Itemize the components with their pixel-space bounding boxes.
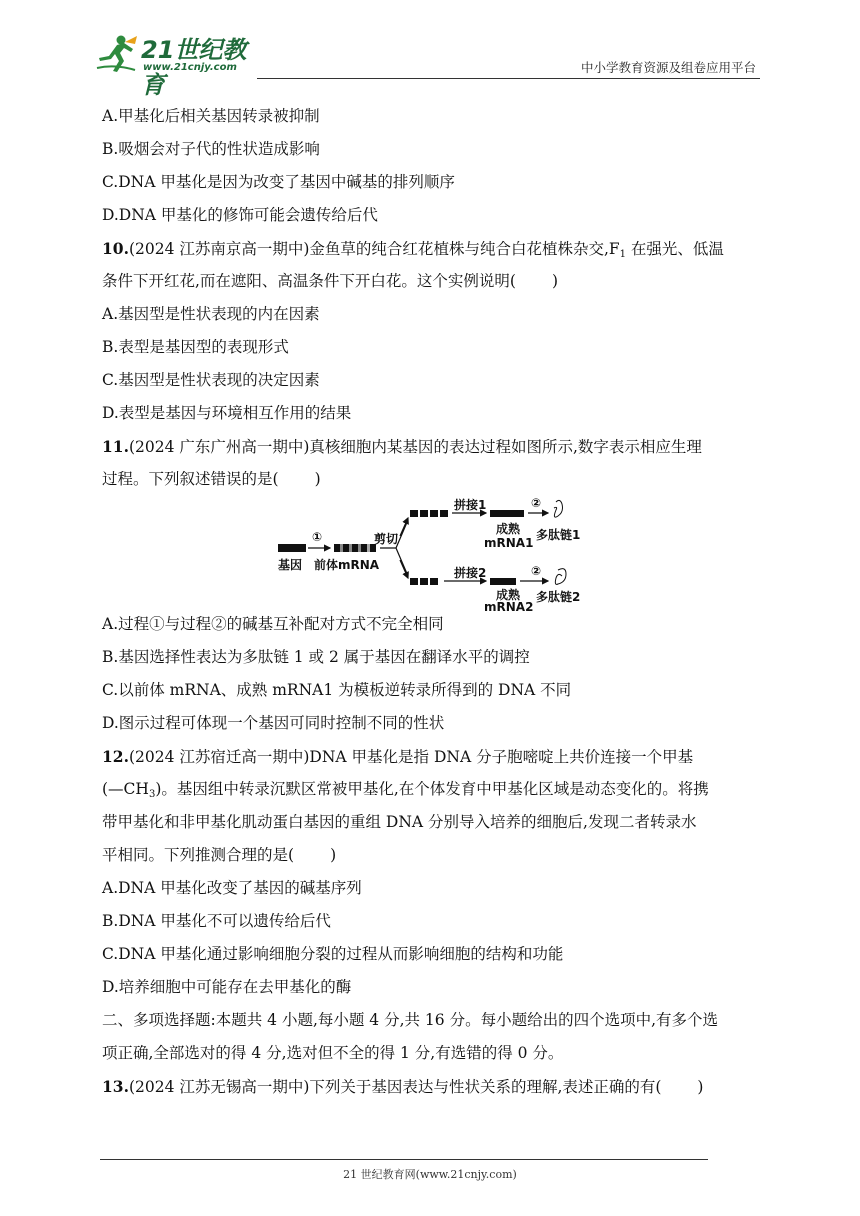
q10-option-a: A.基因型是性状表现的内在因素 [102, 305, 320, 323]
page-header [95, 28, 760, 99]
q13-answer-paren: ) [697, 1078, 704, 1096]
q12-stem-text-1: (2024 江苏宿迁高一期中)DNA 甲基化是指 DNA 分子胞嘧啶上共价连接一个甲基 [128, 748, 694, 766]
q11-number: 11. [102, 437, 129, 456]
q12-stem-line3: 带甲基化和非甲基化肌动蛋白基因的重组 DNA 分别导入培养的细胞后,发现二者转录水 [102, 813, 697, 831]
q13-stem [102, 1070, 762, 1103]
q13-stem-text: (2024 江苏无锡高一期中)下列关于基因表达与性状关系的理解,表述正确的有( [128, 1078, 662, 1096]
q10-stem-text-2: 条件下开红花,而在遮阳、高温条件下开白花。这个实例说明( [102, 272, 516, 290]
arrow-branch-up [400, 518, 408, 536]
label-step2-top: ② [531, 496, 542, 510]
q12-stem-text-2a: (—CH [102, 780, 149, 798]
label-mature1: 成熟 [496, 522, 521, 536]
exam-content [102, 100, 762, 1103]
q10-option-d: D.表型是基因与环境相互作用的结果 [102, 404, 352, 422]
label-step2-bottom: ② [531, 564, 542, 578]
q11-answer-paren: ) [314, 470, 321, 488]
q12-stem-line1 [102, 740, 762, 773]
label-splice2: 拼接2 [454, 566, 487, 580]
q11-stem-text-2: 过程。下列叙述错误的是( [102, 470, 279, 488]
q12-stem-line4 [102, 839, 762, 872]
q12-stem-text-4: 平相同。下列推测合理的是( [102, 846, 295, 864]
q10-stem-line1 [102, 232, 762, 265]
label-mature2: 成熟 [496, 588, 521, 602]
q12-answer-paren: ) [330, 846, 337, 864]
q10-option-b: B.表型是基因型的表现形式 [102, 338, 289, 356]
q10-stem-text-a: (2024 江苏南京高一期中)金鱼草的纯合红花植株与纯合白花植株杂交,F [128, 240, 620, 258]
q9-option-b: B.吸烟会对子代的性状造成影响 [102, 140, 320, 158]
mature-mrna1-bar [490, 510, 524, 517]
q12-option-b: B.DNA 甲基化不可以遗传给后代 [102, 912, 331, 930]
q11-stem-text-1: (2024 广东广州高一期中)真核细胞内某基因的表达过程如图所示,数字表示相应生理 [128, 438, 702, 456]
polypeptide2-shape [555, 569, 566, 585]
label-gene: 基因 [278, 558, 303, 572]
gene-bar [278, 544, 306, 552]
q9-option-a: A.甲基化后相关基因转录被抑制 [102, 107, 320, 125]
logo-title: 21世纪教育 [141, 36, 247, 99]
polypeptide1-shape [554, 500, 563, 517]
q11-option-b: B.基因选择性表达为多肽链 1 或 2 属于基因在翻译水平的调控 [102, 648, 530, 666]
pre-mrna-bar [334, 544, 376, 552]
header-divider [257, 78, 760, 79]
exon-set-bottom [410, 578, 438, 585]
q10-subscript: 1 [619, 249, 626, 260]
label-step1: ① [312, 530, 323, 544]
label-mrna2: mRNA2 [484, 600, 534, 614]
logo [95, 28, 265, 99]
label-cut: 剪切 [374, 532, 399, 546]
q10-number: 10. [102, 239, 129, 258]
q11-option-d: D.图示过程可体现一个基因可同时控制不同的性状 [102, 714, 445, 732]
mature-mrna2-bar [490, 578, 516, 585]
q10-answer-paren: ) [551, 272, 559, 290]
label-pre-mrna: 前体mRNA [314, 558, 380, 572]
q12-stem-line2 [102, 773, 762, 806]
q9-option-c: C.DNA 甲基化是因为改变了基因中碱基的排列顺序 [102, 173, 455, 191]
q11-stem-line1 [102, 430, 762, 463]
q12-option-a: A.DNA 甲基化改变了基因的碱基序列 [102, 879, 362, 897]
q12-number: 12. [102, 747, 129, 766]
arrow-branch-down [400, 560, 408, 578]
gene-expression-diagram [276, 496, 596, 614]
q11-stem-line2 [102, 463, 762, 496]
label-splice1: 拼接1 [454, 498, 487, 512]
q12-option-c: C.DNA 甲基化通过影响细胞分裂的过程从而影响细胞的结构和功能 [102, 945, 564, 963]
section2-instructions-line2: 项正确,全部选对的得 4 分,选对但不全的得 1 分,有选错的得 0 分。 [102, 1044, 564, 1062]
q10-stem-text-b: 在强光、低温 [626, 240, 724, 258]
q12-option-d: D.培养细胞中可能存在去甲基化的酶 [102, 978, 352, 996]
section2-instructions-line1: 二、多项选择题:本题共 4 小题,每小题 4 分,共 16 分。每小题给出的四个选项中,有多个选 [102, 1011, 719, 1029]
q12-subscript: 3 [148, 789, 156, 800]
label-poly2: 多肽链2 [536, 590, 581, 604]
q11-option-a: A.过程①与过程②的碱基互补配对方式不完全相同 [102, 615, 444, 633]
footer-divider [100, 1159, 708, 1160]
q11-option-c: C.以前体 mRNA、成熟 mRNA1 为模板逆转录所得到的 DNA 不同 [102, 681, 572, 699]
label-poly1: 多肽链1 [536, 528, 581, 542]
header-platform-text: 中小学教育资源及组卷应用平台 [580, 60, 756, 75]
runner-logo-icon [95, 34, 139, 74]
exon-set-top [410, 510, 448, 517]
q9-option-d: D.DNA 甲基化的修饰可能会遗传给后代 [102, 206, 378, 224]
page-footer: 21 世纪教育网(www.21cnjy.com) [343, 1168, 517, 1181]
q13-number: 13. [102, 1077, 129, 1096]
q12-stem-text-2b: )。基因组中转录沉默区常被甲基化,在个体发育中甲基化区域是动态变化的。将携 [155, 780, 709, 798]
logo-url: www.21cnjy.com [143, 62, 237, 73]
label-mrna1: mRNA1 [484, 536, 534, 550]
q10-stem-line2 [102, 265, 762, 298]
q10-option-c: C.基因型是性状表现的决定因素 [102, 371, 320, 389]
